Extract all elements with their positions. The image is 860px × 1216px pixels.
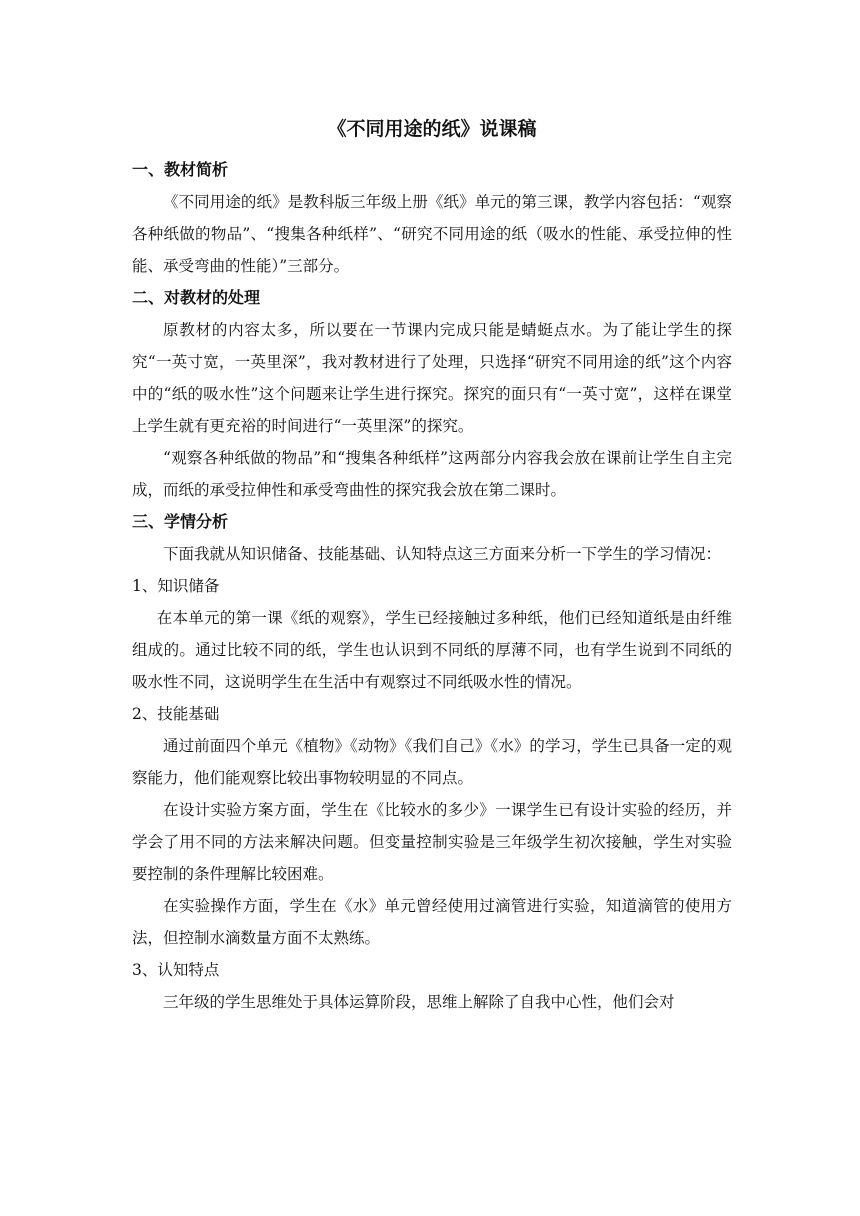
paragraph: 在设计实验方案方面，学生在《比较水的多少》一课学生已有设计实验的经历，并学会了用不同的方法来解决问题。但变量控制实验是三年级学生初次接触，学生对实验要控制的条件理解比较困难。 <box>132 801 732 883</box>
paragraph: 在本单元的第一课《纸的观察》，学生已经接触过多种纸，他们已经知道纸是由纤维组成的。通过比较不同的纸，学生也认识到不同纸的厚薄不同，也有学生说到不同纸的吸水性不同，这说明学生在生活中有观察过不同纸吸水性的情况。 <box>132 609 732 691</box>
paragraph: “观察各种纸做的物品”和“搜集各种纸样”这两部分内容我会放在课前让学生自主完成，而纸的承受拉伸性和承受弯曲性的探究我会放在第二课时。 <box>132 449 732 499</box>
paragraph: 原教材的内容太多，所以要在一节课内完成只能是蜻蜓点水。为了能让学生的探究“一英寸宽，一英里深”，我对教材进行了处理，只选择“研究不同用途的纸”这个内容中的“纸的吸水性”这个问题来让学生进行探究。探究的面只有“一英寸宽”，这样在课堂上学生就有更充裕的时间进行“一英里深”的探究。 <box>132 321 732 435</box>
paragraph: 通过前面四个单元《植物》《动物》《我们自己》《水》的学习，学生已具备一定的观察能力，他们能观察比较出事物较明显的不同点。 <box>132 737 732 787</box>
document-title: 《不同用途的纸》说课稿 <box>327 118 537 140</box>
section-heading-textbook-analysis: 一、教材简析 <box>132 160 229 179</box>
subsection-heading-knowledge: 1、知识储备 <box>132 577 220 595</box>
paragraph: 三年级的学生思维处于具体运算阶段，思维上解除了自我中心性，他们会对 <box>163 993 675 1011</box>
paragraph: 在实验操作方面，学生在《水》单元曾经使用过滴管进行实验，知道滴管的使用方法，但控制水滴数量方面不太熟练。 <box>132 897 732 947</box>
section-heading-textbook-processing: 二、对教材的处理 <box>132 288 261 307</box>
subsection-heading-skills: 2、技能基础 <box>132 705 220 723</box>
paragraph: 《不同用途的纸》是教科版三年级上册《纸》单元的第三课，教学内容包括：“观察各种纸做的物品”、“搜集各种纸样”、“研究不同用途的纸（吸水的性能、承受拉伸的性能、承受弯曲的性能）”三部分。 <box>132 193 732 275</box>
subsection-heading-cognition: 3、认知特点 <box>132 961 220 979</box>
paragraph: 下面我就从知识储备、技能基础、认知特点这三方面来分析一下学生的学习情况： <box>163 545 722 563</box>
section-heading-student-analysis: 三、学情分析 <box>132 512 229 531</box>
document-body <box>132 114 732 1018</box>
